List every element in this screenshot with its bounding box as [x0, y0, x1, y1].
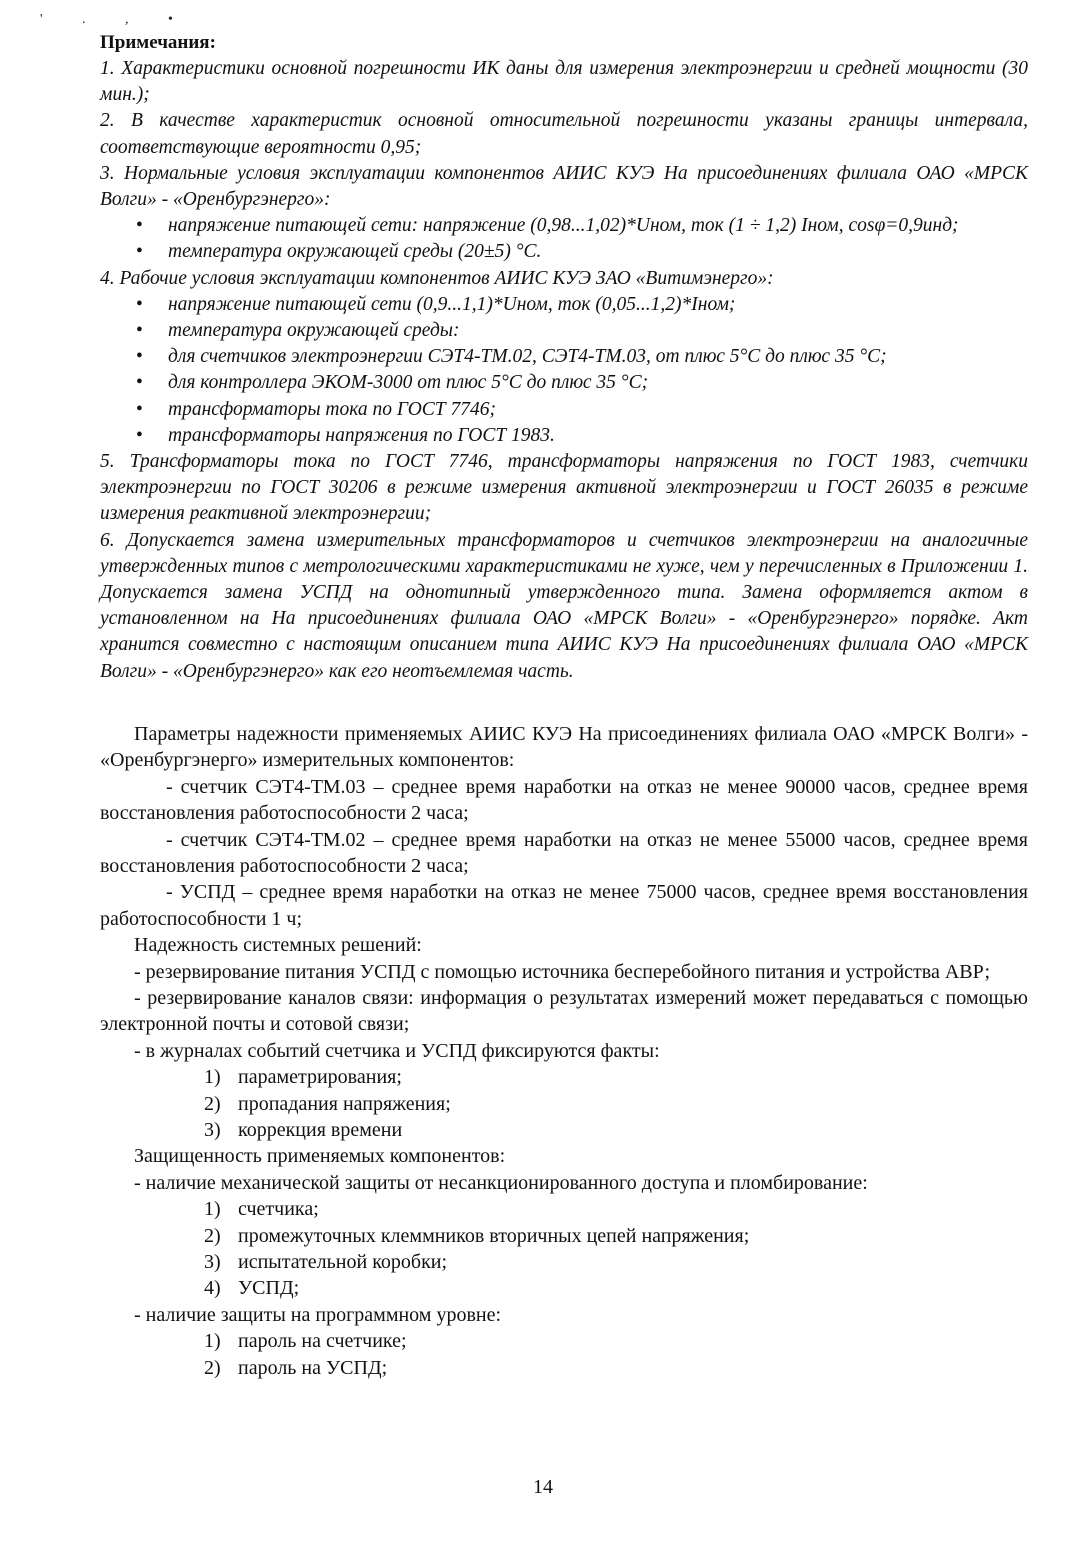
list-item: 1) пароль на счетчике; [204, 1330, 407, 1353]
list-item: 4) УСПД; [204, 1277, 300, 1300]
scan-marks: ' . , • [40, 12, 191, 27]
list-item: • напряжение питающей сети (0,9...1,1)*Uном, ток (0,05...1,2)*Iном; [100, 292, 1028, 318]
event-log-list [100, 1064, 1028, 1143]
list-item: 3) испытательной коробки; [204, 1251, 448, 1273]
spacer [100, 685, 1028, 721]
note-6: 6. Допускается замена измерительных трансформаторов и счетчиков электроэнергии на аналогичные утвержденных типов с метрологическими характеристиками не хуже, чем у перечисленных в Приложении 1. Допускается замена УСПД на однотипный утвержденного типа. Замена оформляется актом в установленном на На присоединениях филиала ОАО «МРСК Волги» - «Оренбургэнерго» порядке. Акт хранится совместно с настоящим описанием типа АИИС КУЭ На присоединениях филиала ОАО «МРСК Волги» - «Оренбургэнерго» как его неотъемлемая часть. [100, 529, 1028, 682]
system-reliability-item: - в журналах событий счетчика и УСПД фиксируются факты: [134, 1039, 660, 1062]
notes-heading: Примечания: [100, 32, 216, 53]
protection-heading: Защищенность применяемых компонентов: [134, 1145, 506, 1168]
normal-conditions-list [100, 213, 1028, 265]
system-reliability-item: - резервирование каналов связи: информация о результатах измерений может передаваться с помощью электронной почты и сотовой связи; [100, 986, 1028, 1036]
reliability-component: - счетчик СЭТ4-ТМ.02 – среднее время наработки на отказ не менее 55000 часов, среднее время восстановления работоспособности 2 часа; [100, 828, 1028, 877]
note-1: 1. Характеристики основной погрешности ИК даны для измерения электроэнергии и средней мощности (30 мин.); [100, 58, 1028, 106]
list-item: 2) пароль на УСПД; [204, 1356, 388, 1379]
note-3: 3. Нормальные условия эксплуатации компонентов АИИС КУЭ На присоединениях филиала ОАО «МРСК Волги» - «Оренбургэнерго»: [100, 162, 1028, 211]
list-item: • трансформаторы тока по ГОСТ 7746; [100, 397, 1028, 423]
list-item: • температура окружающей среды: [100, 318, 1028, 344]
list-item: 1) параметрирования; [204, 1066, 402, 1089]
note-2: 2. В качестве характеристик основной относительной погрешности указаны границы интервала, соответствующие вероятности 0,95; [100, 110, 1028, 158]
software-protection: - наличие защиты на программном уровне: [134, 1303, 502, 1326]
working-conditions-list [100, 292, 1028, 449]
document-page [100, 30, 1028, 1381]
reliability-component: - УСПД – среднее время наработки на отказ не менее 75000 часов, среднее время восстановления работоспособности 1 ч; [100, 881, 1028, 930]
reliability-intro: Параметры надежности применяемых АИИС КУЭ На присоединениях филиала ОАО «МРСК Волги» - «Оренбургэнерго» измерительных компонентов: [100, 722, 1028, 772]
note-4: 4. Рабочие условия эксплуатации компонентов АИИС КУЭ ЗАО «Витимэнерго»: [100, 267, 774, 289]
list-item: • трансформаторы напряжения по ГОСТ 1983. [100, 423, 1028, 449]
list-item: • для контроллера ЭКОМ-3000 от плюс 5°С до плюс 35 °С; [100, 370, 1028, 396]
mechanical-protection-list [100, 1196, 1028, 1302]
list-item: • для счетчиков электроэнергии СЭТ4-ТМ.02, СЭТ4-ТМ.03, от плюс 5°С до плюс 35 °С; [100, 344, 1028, 370]
list-item: • температура окружающей среды (20±5) °С. [100, 239, 1028, 265]
note-5: 5. Трансформаторы тока по ГОСТ 7746, трансформаторы напряжения по ГОСТ 1983, счетчики электроэнергии по ГОСТ 30206 в режиме измерения активной электроэнергии и ГОСТ 26035 в режиме измерения реактивной электроэнергии; [100, 451, 1028, 525]
reliability-component: - счетчик СЭТ4-ТМ.03 – среднее время наработки на отказ не менее 90000 часов, среднее время восстановления работоспособности 2 часа; [100, 775, 1028, 825]
list-item: 2) пропадания напряжения; [204, 1092, 451, 1115]
system-reliability-heading: Надежность системных решений: [134, 934, 422, 957]
system-reliability-item: - резервирование питания УСПД с помощью источника бесперебойного питания и устройства АВР; [134, 960, 991, 983]
list-item: 2) промежуточных клеммников вторичных цепей напряжения; [204, 1224, 750, 1247]
page-number: 14 [533, 1476, 553, 1498]
list-item: 3) коррекция времени [204, 1118, 403, 1141]
mechanical-protection: - наличие механической защиты от несанкционированного доступа и пломбирование: [134, 1171, 868, 1194]
list-item: 1) счетчика; [204, 1198, 319, 1221]
software-protection-list [100, 1328, 1028, 1381]
list-item: • напряжение питающей сети: напряжение (0,98...1,02)*Uном, ток (1 ÷ 1,2) Iном, cosφ=0,9инд; [100, 213, 1028, 239]
